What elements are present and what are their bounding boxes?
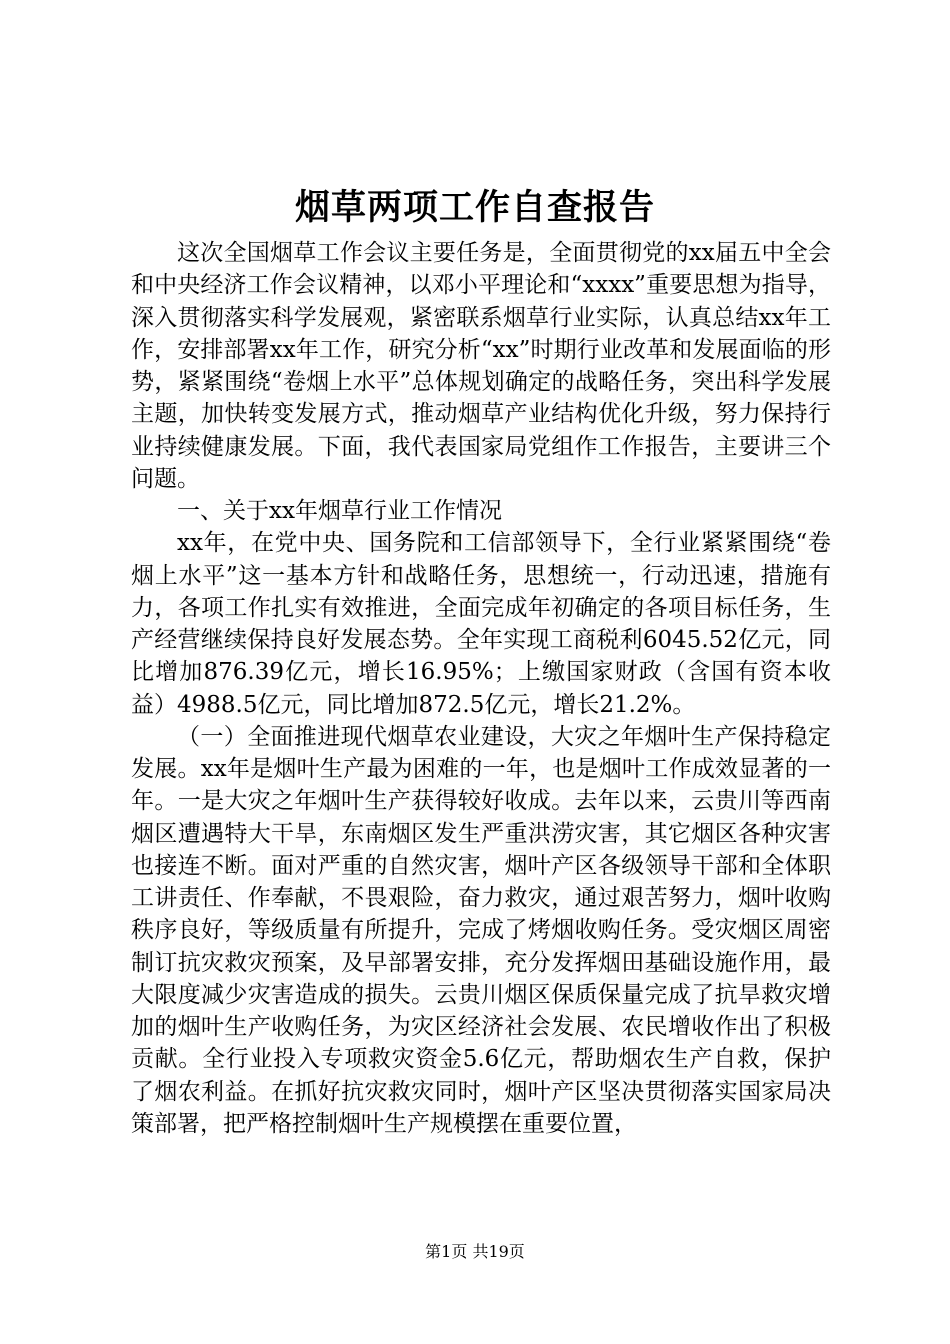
page-footer: 第1页 共19页	[425, 1242, 525, 1261]
paragraph-summary: xx年，在党中央、国务院和工信部领导下，全行业紧紧围绕“卷烟上水平”这一基本方针和战略任务，思想统一，行动迅速，措施有力，各项工作扎实有效推进，全面完成年初确定的各项目标任务，生产经营继续保持良好发展态势。全年实现工商税利6045.52亿元，同比增加876.39亿元，增长16.95%；上缴国家财政（含国有资本收益）4988.5亿元，同比增加872.5亿元，增长21.2%。	[131, 530, 831, 718]
paragraph-intro: 这次全国烟草工作会议主要任务是，全面贯彻党的xx届五中全会和中央经济工作会议精神，以邓小平理论和“xxxx”重要思想为指导，深入贯彻落实科学发展观，紧密联系烟草行业实际，认真总结xx年工作，安排部署xx年工作，研究分析“xx”时期行业改革和发展面临的形势，紧紧围绕“卷烟上水平”总体规划确定的战略任务，突出科学发展主题，加快转变发展方式，推动烟草产业结构优化升级，努力保持行业持续健康发展。下面，我代表国家局党组作工作报告，主要讲三个问题。	[131, 240, 831, 492]
document-title: 烟草两项工作自查报告	[294, 187, 655, 228]
paragraph-subsection-1: （一）全面推进现代烟草农业建设，大灾之年烟叶生产保持稳定发展。xx年是烟叶生产最为困难的一年，也是烟叶工作成效显著的一年。一是大灾之年烟叶生产获得较好收成。去年以来，云贵川等西南烟区遭遇特大干旱，东南烟区发生严重洪涝灾害，其它烟区各种灾害也接连不断。面对严重的自然灾害，烟叶产区各级领导干部和全体职工讲责任、作奉献，不畏艰险，奋力救灾，通过艰苦努力，烟叶收购秩序良好，等级质量有所提升，完成了烤烟收购任务。受灾烟区周密制订抗灾救灾预案，及早部署安排，充分发挥烟田基础设施作用，最大限度减少灾害造成的损失。云贵川烟区保质保量完成了抗旱救灾增加的烟叶生产收购任务，为灾区经济社会发展、农民增收作出了积极贡献。全行业投入专项救灾资金5.6亿元，帮助烟农生产自救，保护了烟农利益。在抓好抗灾救灾同时，烟叶产区坚决贯彻落实国家局决策部署，把严格控制烟叶生产规模摆在重要位置，	[131, 723, 831, 1137]
document-body	[131, 237, 831, 1140]
section-heading: 一、关于xx年烟草行业工作情况	[177, 498, 502, 524]
